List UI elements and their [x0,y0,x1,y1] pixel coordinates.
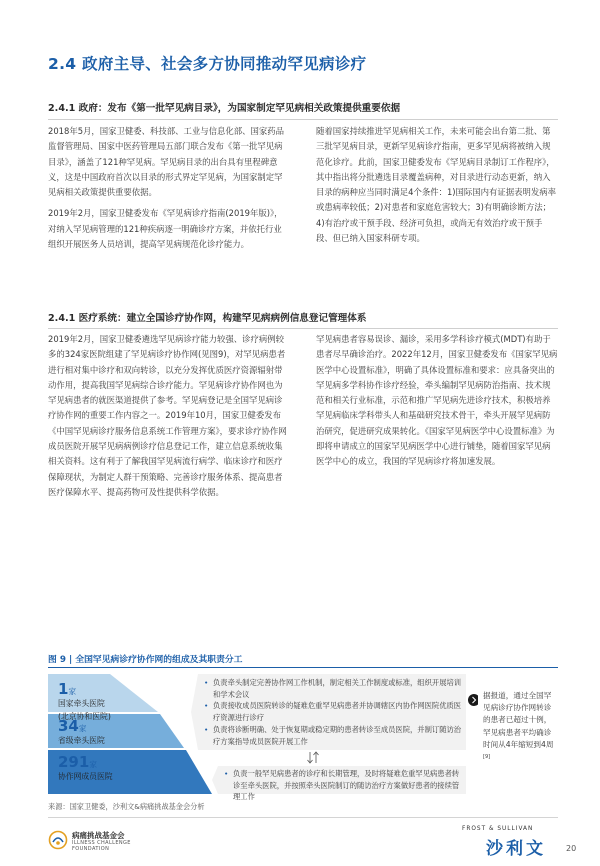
figure-title-rule [48,667,558,668]
subsection-1-left-column [48,124,290,252]
side-note-ref: [9] [483,754,491,761]
subsection-1-right-column [316,124,558,246]
tier-2-number: 34 [58,717,79,735]
side-note [483,690,557,766]
footer-rule [48,817,558,818]
subsection-2-title: 2.4.1 医疗系统：建立全国诊疗协作网，构建罕见病病例信息登记管理体系 [48,313,367,324]
page-number: 20 [566,844,577,853]
subsection-1-rule [48,119,558,120]
foundation-name-en-2: FOUNDATION [72,846,110,852]
tier-1-note: (北京协和医院) [58,711,111,721]
box-notch-bottom [212,766,218,794]
duty-item: • 负责一般罕见病患者的诊疗和长期管理，及时将疑难危重罕见病患者转诊至牵头医院，并按照牵头医院制订的随访治疗方案做好患者的接续管理工作 [224,768,464,803]
foundation-name-cn: 病痛挑战基金会 [72,831,125,840]
tier-3-number: 291 [58,753,90,771]
tier-3-name: 协作网成员医院 [58,772,113,781]
subsection-2-left-column [48,332,290,500]
sub2-left-paragraph: 2019年2月，国家卫健委遴选罕见病诊疗能力较强、诊疗病例较多的324家医院组建了罕见病诊疗协作网(见图9)，对罕见病患者进行相对集中诊疗和双向转诊，以充分发挥优质医疗资源辐射带动作用，提高我国罕见病综合诊疗能力。罕见病诊疗协作网也为罕见病患者的就医渠道提供了参考。罕见病登记是全国罕见病诊疗协作网的重要工作内容之一。2019年10月，国家卫健委发布《中国罕见病诊疗服务信息系统工作管理方案》，要求诊疗协作网成员医院开展罕见病病例诊疗信息登记工作，建立信息系统收集相关资料。这有利于了解我国罕见病流行病学、临床诊疗和医疗保障现状，为制定人群干预策略、完善诊疗服务体系、提高患者医疗保障水平、提高药物可及性提供科学依据。 [48,334,287,497]
sub1-left-paragraph-1: 2018年5月，国家卫健委、科技部、工业与信息化部、国家药品监督管理局、国家中医药管理局五部门联合发布《第一批罕见病目录》，涵盖了121种罕见病。罕见病目录的出台具有里程碑意义，这是中国政府首次以目录的形式界定罕见病，为国家制定罕见病相关政策提供重要依据。 [48,126,285,198]
tier-1-name: 国家牵头医院 [58,699,105,708]
next-arrow-circle [468,694,478,706]
figure-source: 来源：国家卫健委，沙利文&病痛挑战基金会分析 [48,802,205,811]
figure-title: 图 9 | 全国罕见病诊疗协作网的组成及其职责分工 [48,655,243,665]
duty-item: • 负责将诊断明确、处于恢复期或稳定期的患者转诊至成员医院，并制订随访治疗方案指导成员医院开展工作 [204,724,462,747]
box-notch-top [191,674,198,750]
subsection-2-right-column [316,332,558,470]
tier-1-unit: 家 [68,687,77,696]
tier-2-label [58,716,105,748]
duty-item: • 负责牵头制定完善协作网工作机制，制定相关工作制度或标准，组织开展培训和学术会议 [204,677,462,700]
foundation-logo-icon [48,830,68,850]
duties-top-list [204,677,462,747]
sullivan-logo-cn: 沙利文 [486,839,546,859]
section-title: 2.4 政府主导、社会多方协同推动罕见病诊疗 [48,55,367,73]
tier-2-name: 省级牵头医院 [58,736,105,745]
duty-item: • 负责接收成员医院转诊的疑难危重罕见病患者并协调辖区内协作网医院优质医疗资源进行诊疗 [204,700,462,723]
tier-3-label [58,752,113,784]
subsection-2-rule [48,328,558,329]
sub1-right-paragraph-1: 随着国家持续推进罕见病相关工作，未来可能会出台第二批、第三批罕见病目录，更新罕见病诊疗指南，更多罕见病将被纳入规范化诊疗。此前，国家卫健委发布《罕见病目录制订工作程序》，其中指出将分批遴选目录覆盖病种，对目录进行动态更新，纳入目录的病种应当同时满足4个条件：1)国际国内有证据表明发病率或患病率较低；2)对患者和家庭危害较大；3)有明确诊断方法；4)有治疗或干预手段、经济可负担，或尚无有效治疗或干预手段、但已纳入国家科研专项。 [316,126,557,244]
transfer-arrows-icon [308,752,319,763]
frost-sullivan-wordmark: FROST & SULLIVAN [462,826,534,832]
tier-1-number: 1 [58,680,69,698]
sub1-left-paragraph-2: 2019年2月，国家卫健委发布《罕见病诊疗指南(2019年版)》，对纳入罕见病管理的121种疾病逐一明确诊疗方案，并依托行业组织开展医务人员培训，提高罕见病规范化诊疗能力。 [48,208,283,250]
foundation-name-en-1: ILLNESS CHALLENGE [72,840,131,846]
subsection-1-title: 2.4.1 政府：发布《第一批罕见病目录》，为国家制定罕见病相关政策提供重要依据 [48,103,401,114]
tier-3-unit: 家 [89,760,97,769]
side-note-text: 据报道，通过全国罕见病诊疗协作网转诊的患者已超过十例，罕见病患者平均确诊时间从4年缩短到4周 [483,691,554,749]
tier-2-unit: 家 [78,724,87,733]
duties-bottom-list [224,768,464,803]
sub2-right-paragraph: 罕见病患者容易误诊、漏诊，采用多学科诊疗模式(MDT)有助于患者尽早确诊治疗。2022年12月，国家卫健委发布《国家罕见病医学中心设置标准》，明确了具体设置标准和要求：应具备突出的罕见病多学科协作诊疗经验，牵头编制罕见病防治指南、技术规范和相关行业标准，示范和推广罕见病先进诊疗技术，积极培养罕见病临床学科带头人和基础研究技术骨干，牵头开展罕见病防治研究，促进研究成果转化。《国家罕见病医学中心设置标准》为即将申请成立的国家罕见病医学中心进行铺垫，随着国家罕见病医学中心的成立，我国的罕见病诊疗将加速发展。 [316,334,558,467]
